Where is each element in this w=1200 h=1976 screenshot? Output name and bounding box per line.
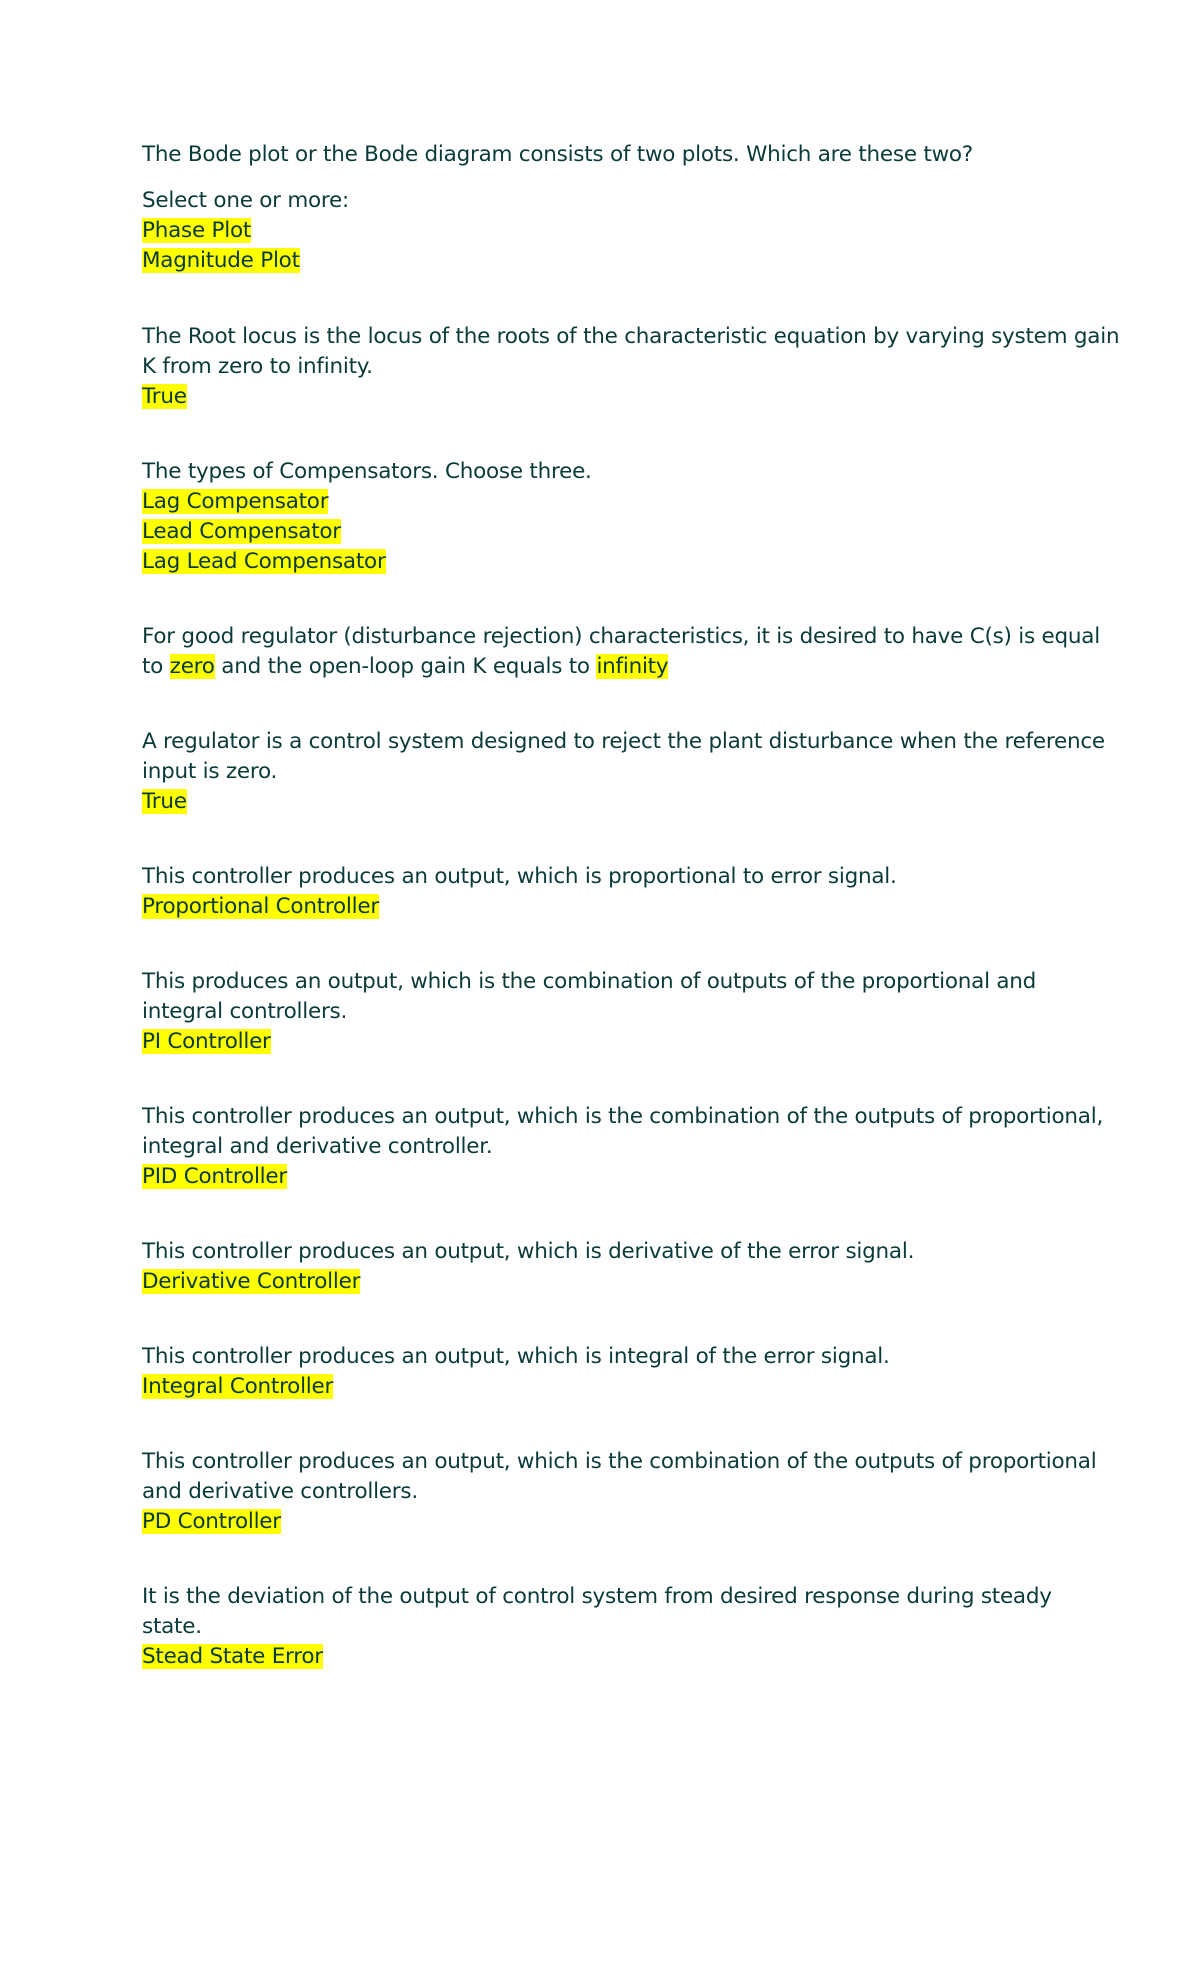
question-text: state. xyxy=(142,1614,202,1639)
answer-highlight: PI Controller xyxy=(142,1029,271,1054)
question-regulator-definition xyxy=(142,727,1105,817)
question-text: It is the deviation of the output of control system from desired response during steady xyxy=(142,1584,1052,1609)
question-root-locus xyxy=(142,322,1120,412)
text-fragment: and the open-loop gain K equals to xyxy=(214,654,597,679)
question-proportional xyxy=(142,862,1092,922)
question-text: For good regulator (disturbance rejection) characteristics, it is desired to have C(s) is equal xyxy=(142,624,1100,649)
answer-highlight: Lag Compensator xyxy=(142,489,329,514)
quiz-answers xyxy=(142,140,1120,1672)
answer-highlight: Lag Lead Compensator xyxy=(142,549,386,574)
answer-highlight: Derivative Controller xyxy=(142,1269,361,1294)
question-text: This controller produces an output, which is proportional to error signal. xyxy=(142,864,897,889)
answer-highlight: Proportional Controller xyxy=(142,894,379,919)
question-text: integral and derivative controller. xyxy=(142,1134,493,1159)
answer-highlight: True xyxy=(142,384,187,409)
question-integral xyxy=(142,1342,1092,1402)
question-text: This controller produces an output, which is the combination of the outputs of proportional xyxy=(142,1449,1097,1474)
answer-highlight: Lead Compensator xyxy=(142,519,341,544)
question-pid xyxy=(142,1102,1104,1192)
answer-highlight: Magnitude Plot xyxy=(142,248,300,273)
answer-highlight: Stead State Error xyxy=(142,1644,323,1669)
question-text: This controller produces an output, which is derivative of the error signal. xyxy=(142,1239,915,1264)
question-text: K from zero to infinity. xyxy=(142,354,373,379)
answer-highlight: True xyxy=(142,789,187,814)
question-text: This controller produces an output, which is integral of the error signal. xyxy=(142,1344,890,1369)
question-text: input is zero. xyxy=(142,759,278,784)
question-text: and derivative controllers. xyxy=(142,1479,418,1504)
answer-highlight: PID Controller xyxy=(142,1164,287,1189)
answer-highlight: Integral Controller xyxy=(142,1374,334,1399)
question-bode-plot xyxy=(142,140,1092,276)
answer-highlight: PD Controller xyxy=(142,1509,281,1534)
question-text: The Bode plot or the Bode diagram consists of two plots. Which are these two? xyxy=(142,142,973,167)
question-steady-state-error xyxy=(142,1582,1092,1672)
question-derivative xyxy=(142,1237,1092,1297)
question-text: The types of Compensators. Choose three. xyxy=(142,459,592,484)
answer-highlight: Phase Plot xyxy=(142,218,252,243)
question-pi xyxy=(142,967,1092,1057)
text-fragment: to xyxy=(142,654,170,679)
question-text: integral controllers. xyxy=(142,999,348,1024)
instruction-text: Select one or more: xyxy=(142,188,350,213)
question-pd xyxy=(142,1447,1097,1537)
question-text: A regulator is a control system designed to reject the plant disturbance when the reference xyxy=(142,729,1105,754)
question-text: This controller produces an output, which is the combination of the outputs of proportional, xyxy=(142,1104,1104,1129)
answer-highlight: infinity xyxy=(596,654,669,679)
question-compensators xyxy=(142,457,1092,577)
question-regulator-characteristics xyxy=(142,622,1100,682)
question-text: The Root locus is the locus of the roots of the characteristic equation by varying system gain xyxy=(142,324,1120,349)
answer-highlight: zero xyxy=(169,654,215,679)
question-text: This produces an output, which is the combination of outputs of the proportional and xyxy=(142,969,1037,994)
question-text-with-answers xyxy=(142,652,1092,682)
